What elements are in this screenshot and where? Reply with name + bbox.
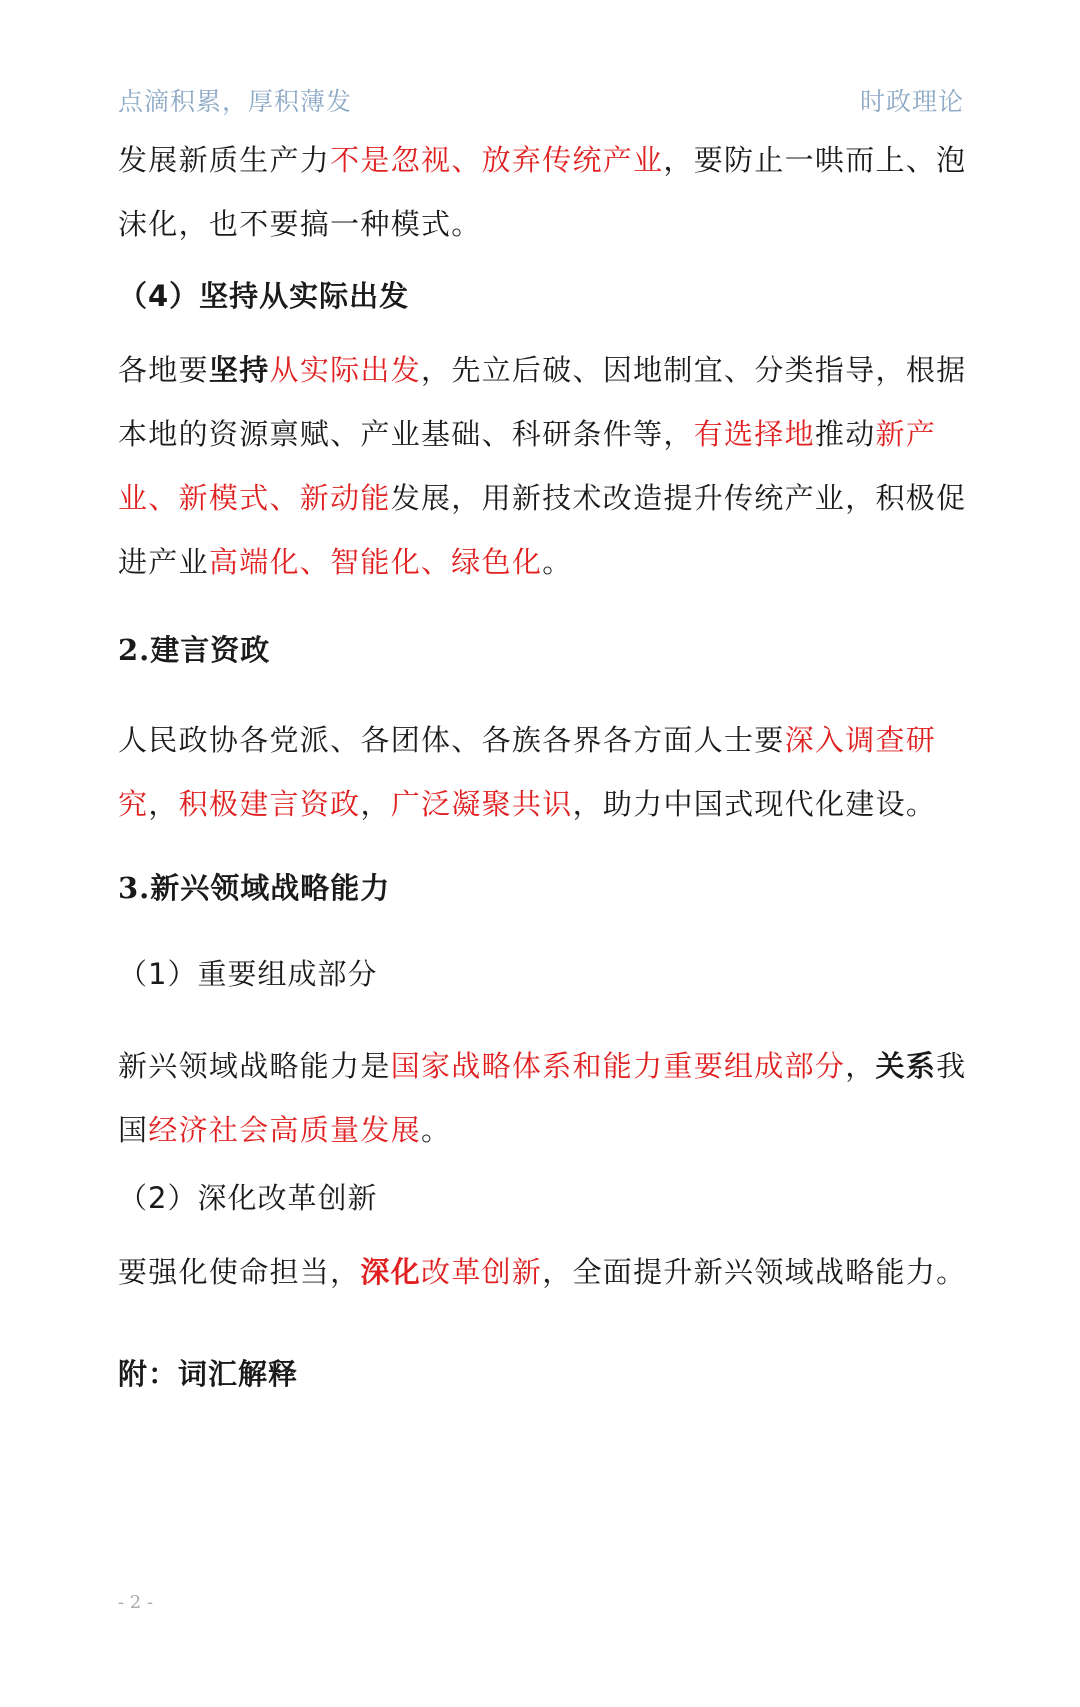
header-slogan: 点滴积累，厚积薄发 bbox=[118, 87, 353, 116]
paragraph-strategic-capability bbox=[118, 1034, 968, 1162]
paragraph-local-practice bbox=[118, 338, 968, 594]
text-run: 人民政协各党派、各团体、各族各界各方面人士要 bbox=[118, 723, 785, 757]
bold-run: 关系 bbox=[875, 1049, 937, 1083]
highlight-bold-run: 深化 bbox=[360, 1255, 422, 1289]
text-run: 。 bbox=[421, 1113, 452, 1147]
subheading-4: （4）坚持从实际出发 bbox=[118, 279, 410, 313]
subheading-2: （2）深化改革创新 bbox=[118, 1181, 378, 1215]
highlight-run: 新产业、新模式、新动能 bbox=[118, 417, 937, 515]
text-run: 推动 bbox=[814, 417, 876, 451]
text-run: ，全面提升新兴领域战略能力。 bbox=[542, 1255, 967, 1289]
paragraph-new-productivity bbox=[118, 128, 968, 256]
highlight-run: 经济社会高质量发展 bbox=[148, 1113, 422, 1147]
text-run: 各地要 bbox=[118, 353, 209, 387]
highlight-run: 广泛凝聚共识 bbox=[390, 787, 573, 821]
highlight-run: 国家战略体系和能力重要组成部分 bbox=[390, 1049, 846, 1083]
text-run: ，助力中国式现代化建设。 bbox=[572, 787, 937, 821]
paragraph-advice bbox=[118, 708, 968, 836]
section-heading-2: 2.建言资政 bbox=[118, 633, 271, 667]
highlight-run: 有选择地 bbox=[693, 417, 815, 451]
highlight-run: 不是忽视、放弃传统产业 bbox=[330, 143, 664, 177]
header-category: 时政理论 bbox=[859, 87, 964, 116]
text-run: 。 bbox=[542, 545, 573, 579]
subheading-1: （1）重要组成部分 bbox=[118, 957, 378, 991]
bold-run: 坚持 bbox=[208, 353, 270, 387]
text-run: 我国 bbox=[118, 1049, 967, 1147]
highlight-run: 积极建言资政 bbox=[178, 787, 361, 821]
highlight-run: 深入调查研究 bbox=[118, 723, 937, 821]
section-heading-3: 3.新兴领域战略能力 bbox=[118, 871, 391, 905]
text-run: 要强化使命担当， bbox=[118, 1255, 361, 1289]
highlight-run: 从实际出发 bbox=[269, 353, 422, 387]
text-run: 发展新质生产力 bbox=[118, 143, 331, 177]
page-number: - 2 - bbox=[118, 1592, 154, 1613]
text-run: ，先立后破、因地制宜、分类指导，根据本地的资源禀赋、产业基础、科研条件等， bbox=[118, 353, 967, 451]
paragraph-reform bbox=[118, 1240, 968, 1304]
appendix-heading: 附：词汇解释 bbox=[118, 1357, 299, 1391]
page-header bbox=[118, 82, 964, 118]
highlight-run: 改革创新 bbox=[421, 1255, 543, 1289]
text-run: 发展，用新技术改造提升传统产业，积极促进产业 bbox=[118, 481, 967, 579]
text-run: ， bbox=[845, 1049, 876, 1083]
text-run: ，要防止一哄而上、泡沫化，也不要搞一种模式。 bbox=[118, 143, 967, 241]
text-run: 新兴领域战略能力是 bbox=[118, 1049, 391, 1083]
text-run: ， bbox=[148, 787, 179, 821]
text-run: ， bbox=[360, 787, 391, 821]
highlight-run: 高端化、智能化、绿色化 bbox=[208, 545, 543, 579]
